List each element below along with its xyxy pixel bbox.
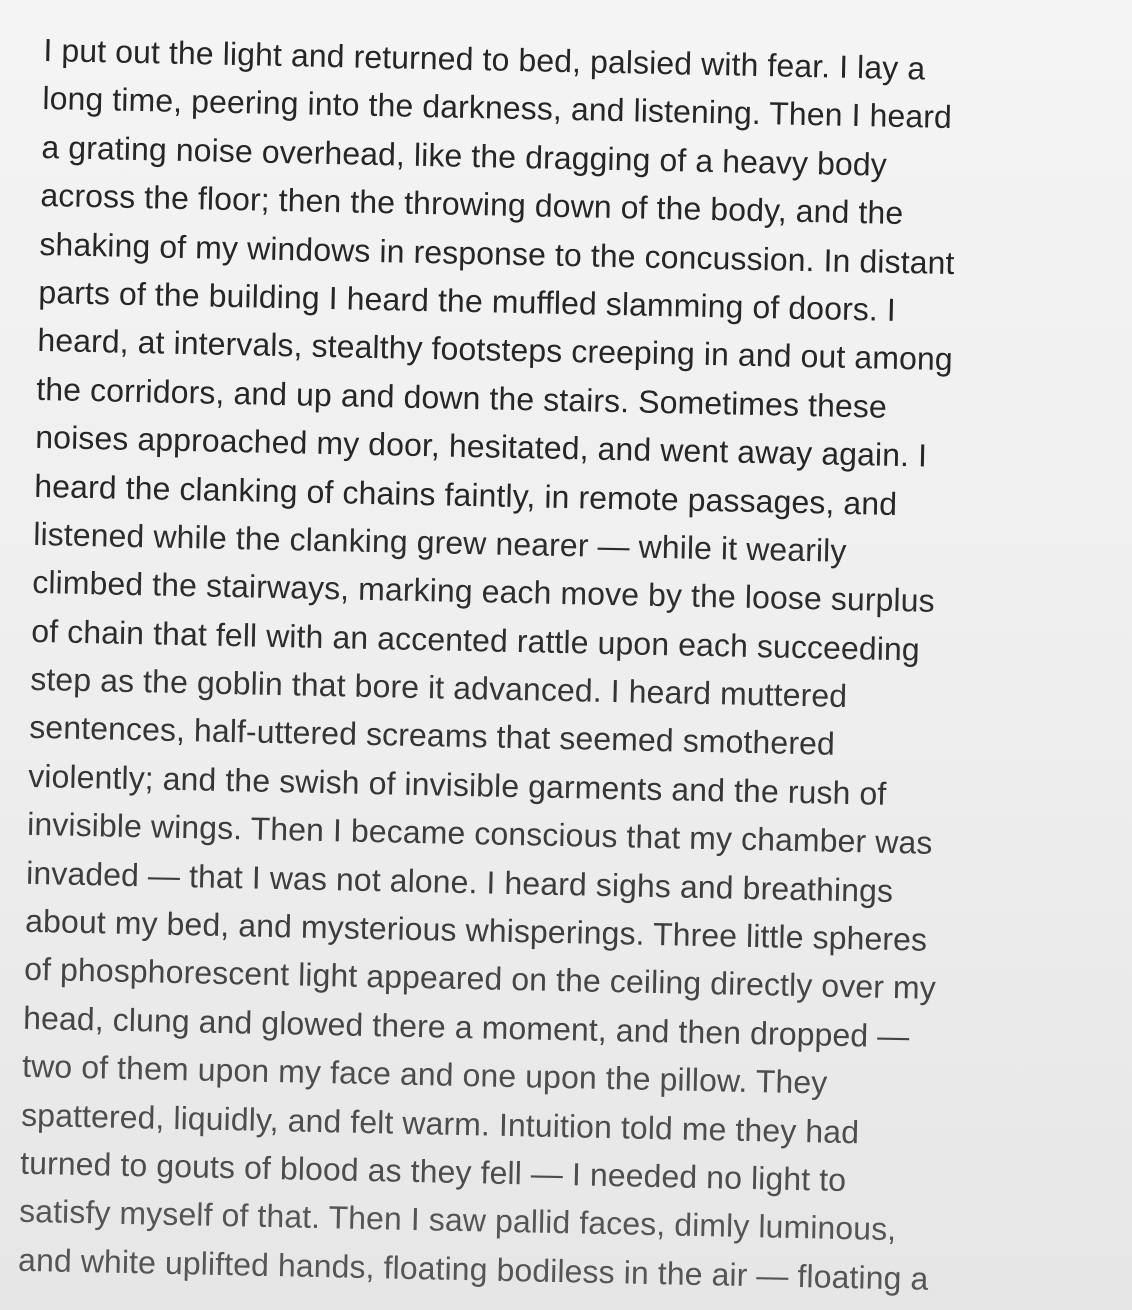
text-line-14: step as the goblin that bore it advanced. I heard muttered — [29, 660, 848, 715]
text-line-19: about my bed, and mysterious whisperings. Three little spheres — [24, 902, 928, 958]
text-line-8: the corridors, and up and down the stairs. Sometimes these — [36, 370, 888, 425]
text-line-9: noises approached my door, hesitated, and went away again. I — [35, 419, 928, 474]
text-line-23: spattered, liquidly, and felt warm. Intuition told me they had — [20, 1096, 860, 1150]
text-line-12: climbed the stairways, marking each move by the loose surplus — [31, 564, 936, 620]
text-line-6: parts of the building I heard the muffled slamming of doors. I — [38, 273, 897, 328]
text-line-20: of phosphorescent light appeared on the ceiling directly over my — [23, 951, 937, 1007]
text-line-25: satisfy myself of that. Then I saw pallid faces, dimly luminous, — [18, 1193, 897, 1248]
text-line-17: invisible wings. Then I became conscious that my chamber was — [26, 806, 933, 862]
text-line-18: invaded — that I was not alone. I heard sighs and breathings — [25, 854, 894, 909]
text-line-4: across the floor; then the throwing down of the body, and the — [40, 177, 904, 232]
text-line-15: sentences, half-uttered screams that seemed smothered — [28, 709, 836, 763]
text-line-3: a grating noise overhead, like the dragging of a heavy body — [41, 128, 888, 183]
text-line-5: shaking of my windows in response to the concussion. In distant — [39, 225, 955, 281]
text-line-22: two of them upon my face and one upon the pillow. They — [21, 1047, 828, 1101]
text-line-21: head, clung and glowed there a moment, and then dropped — — [22, 999, 910, 1055]
story-text-block — [18, 26, 1124, 1306]
text-line-16: violently; and the swish of invisible garments and the rush of — [27, 757, 887, 812]
text-line-1: I put out the light and returned to bed, palsied with fear. I lay a — [43, 31, 926, 87]
text-line-24: turned to gouts of blood as they fell — I needed no light to — [19, 1144, 847, 1199]
text-line-11: listened while the clanking grew nearer — while it wearily — [32, 515, 847, 569]
text-line-7: heard, at intervals, stealthy footsteps creeping in and out among — [37, 322, 954, 378]
text-line-2: long time, peering into the darkness, and listening. Then I heard — [42, 80, 953, 136]
text-line-26: and white uplifted hands, floating bodiless in the air — floating a — [17, 1241, 929, 1297]
text-line-10: heard the clanking of chains faintly, in remote passages, and — [33, 467, 898, 522]
text-line-13: of chain that fell with an accented rattle upon each succeeding — [30, 612, 921, 668]
